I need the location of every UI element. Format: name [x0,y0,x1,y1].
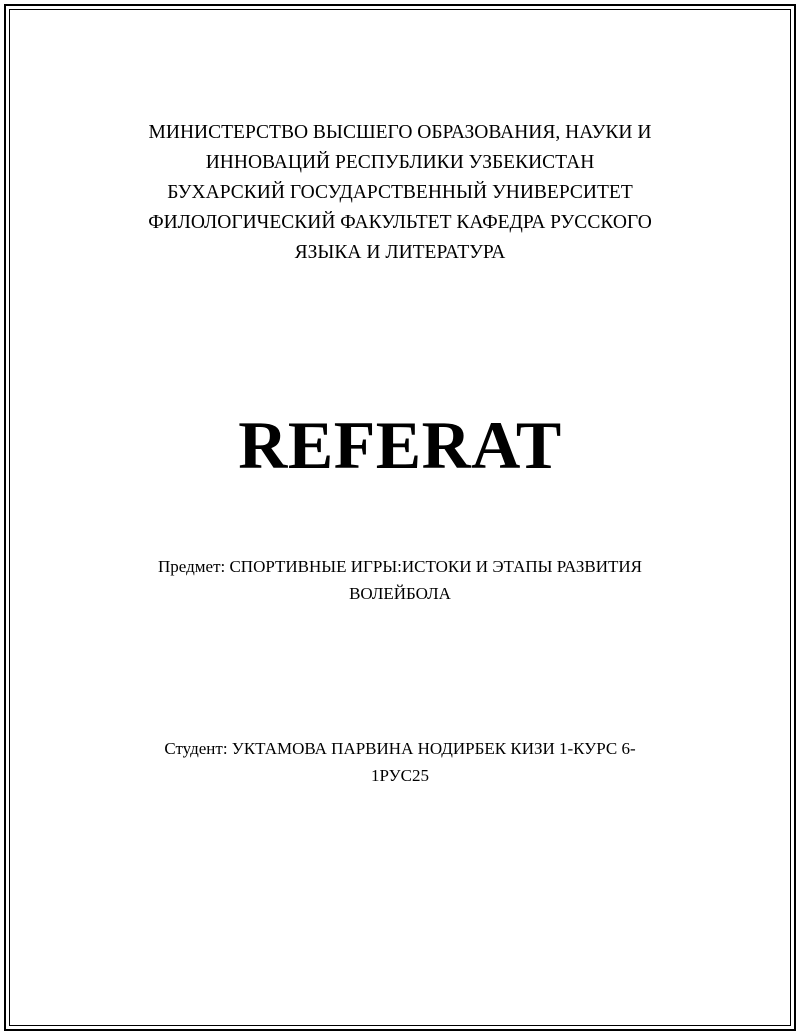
header-line: МИНИСТЕРСТВО ВЫСШЕГО ОБРАЗОВАНИЯ, НАУКИ И [148,122,652,143]
institution-header [60,118,740,268]
header-line: ЯЗЫКА И ЛИТЕРАТУРА [294,242,506,263]
subject-block [60,553,740,607]
header-line: БУХАРСКИЙ ГОСУДАРСТВЕННЫЙ УНИВЕРСИТЕТ [167,182,633,203]
student-line: 1РУС25 [371,766,429,785]
student-line: Студент: УКТАМОВА ПАРВИНА НОДИРБЕК КИЗИ 1-КУРС 6- [164,739,636,758]
header-line: ФИЛОЛОГИЧЕСКИЙ ФАКУЛЬТЕТ КАФЕДРА РУССКОГО [148,212,652,233]
header-line: ИННОВАЦИЙ РЕСПУБЛИКИ УЗБЕКИСТАН [205,152,595,173]
student-block [60,735,740,789]
subject-line: Предмет: СПОРТИВНЫЕ ИГРЫ:ИСТОКИ И ЭТАПЫ РАЗВИТИЯ [158,557,642,576]
subject-line: ВОЛЕЙБОЛА [349,584,451,603]
document-title: REFERAT [238,407,562,483]
